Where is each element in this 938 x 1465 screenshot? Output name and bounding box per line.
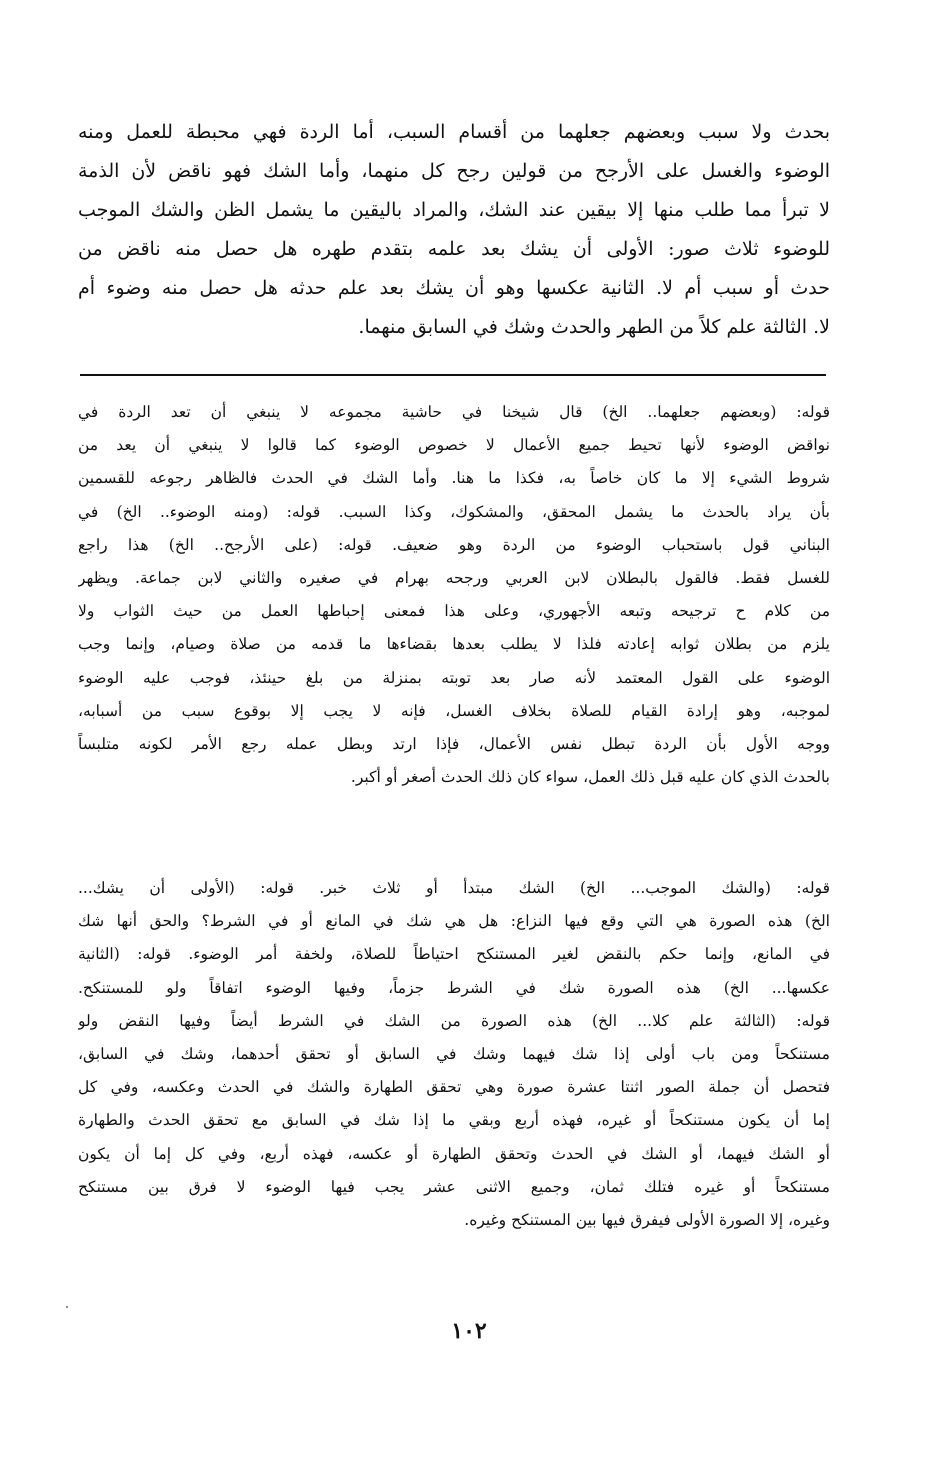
commentary-line: في المانع، وإنما حكم بالنقض لغير المستنكح احتياطاً للصلاة، ولخفة أمر الوضوء. قوله: (الثانية [78, 945, 830, 964]
main-text-line: حدث أو سبب أم لا. الثانية عكسها وهو أن يشك بعد علم حدثه هل حصل منه وضوء أم [78, 277, 830, 299]
commentary-line: البناني قول باستحباب الوضوء من الردة وهو ضعيف. قوله: (على الأرجح.. الخ) هذا راجع [78, 535, 830, 554]
main-text-line: لا. الثالثة علم كلاً من الطهر والحدث وشك في السابق منهما. [358, 316, 830, 338]
page-number: ١٠٢ [451, 1318, 487, 1344]
main-text-line: بحدث ولا سبب وبعضهم جعلهما من أقسام السبب، أما الردة فهي محبطة للعمل ومنه [78, 121, 830, 143]
commentary-line: لموجبه، وهو إرادة القيام للصلاة بخلاف الغسل، فإنه لا يجب إلا بوقوع سبب من أسبابه، [78, 701, 830, 720]
commentary-block-2 [78, 872, 830, 1237]
commentary-line: قوله: (والشك الموجب... الخ) الشك مبتدأ أو ثلاث خبر. قوله: (الأولى أن يشك... [78, 879, 830, 897]
commentary-line: قوله: (وبعضهم جعلهما.. الخ) قال شيخنا في حاشية مجموعه لا ينبغي أن تعد الردة في [78, 403, 830, 421]
commentary-line: من كلام ح ترجيحه وتبعه الأجهوري، وعلى هذا فمعنى إحباطها العمل من حيث الثواب ولا [78, 602, 830, 621]
commentary-line: يلزم من بطلان ثوابه إعادته فلذا لا يطلب بعدها بقضاءها ما قدمه من صلاة وصيام، وإنما وجب [78, 635, 830, 654]
commentary-line: بأن يراد بالحدث ما يشمل المحقق، والمشكوك، وكذا السبب. قوله: (ومنه الوضوء.. الخ) في [78, 502, 830, 521]
commentary-line: الخ) هذه الصورة هي التي وقع فيها النزاع: هل هي شك في المانع أو في الشرط؟ والحق أنها شك [78, 912, 830, 931]
main-text-line: لا تبرأ مما طلب منها إلا بيقين عند الشك، والمراد باليقين ما يشمل الظن والشك الموجب [78, 199, 830, 221]
commentary-line: مستنكحاً ومن باب أولى إذا شك فيهما وشك في السابق أو تحقق أحدهما، وشك في السابق، [78, 1044, 830, 1063]
commentary-line: قوله: (الثالثة علم كلا... الخ) هذه الصورة من الشك في الشرط أيضاً وفيها النقض ولو [78, 1011, 830, 1030]
commentary-line: مستنكحاً أو غيره فتلك ثمان، وجميع الاثنى عشر يجب فيها الوضوء لا فرق بين مستنكح [78, 1177, 830, 1196]
commentary-line: عكسها... الخ) هذه الصورة شك في الشرط جزماً، وفيها الوضوء اتفاقاً ولو للمستنكح. [78, 978, 830, 997]
commentary-line: أو الشك فيهما، أو الشك في الحدث وتحقق الطهارة أو عكسه، فهذه أربع، وفي كل إما أن يكون [78, 1144, 830, 1163]
commentary-block-1 [78, 396, 830, 794]
main-text-line: الوضوء والغسل على الأرجح من قولين رجح كل منهما، وأما الشك فهو ناقض لأن الذمة [78, 160, 830, 182]
main-text-line: للوضوء ثلاث صور: الأولى أن يشك بعد علمه بتقدم طهره هل حصل منه ناقض من [78, 238, 830, 260]
footnote-divider [80, 374, 826, 376]
scan-speck [66, 1306, 68, 1308]
commentary-line: نواقض الوضوء لأنها تحيط جميع الأعمال لا خصوص الوضوء كما قالوا لا ينبغي أن يعد من [78, 436, 830, 455]
commentary-line: ووجه الأول بأن الردة تبطل نفس الأعمال، فإذا ارتد وبطل عمله رجع الأمر لكونه متلبساً [78, 734, 830, 753]
commentary-line: بالحدث الذي كان عليه قبل ذلك العمل، سواء كان ذلك الحدث أصغر أو أكبر. [350, 768, 830, 787]
commentary-line: فتحصل أن جملة الصور اثنتا عشرة صورة وهي تحقق الطهارة والشك في الحدث وعكسه، وفي كل [78, 1078, 830, 1097]
commentary-line: شروط الشيء إلا ما كان خاصاً به، فكذا ما هنا. وأما الشك في الحدث فالظاهر رجوعه للقسمين [78, 469, 830, 488]
commentary-line: وغيره، إلا الصورة الأولى فيفرق فيها بين المستنكح وغيره. [464, 1210, 830, 1229]
commentary-line: الوضوء على القول المعتمد لأنه صار بعد توبته بمنزلة من بلغ حينئذ، فوجب عليه الوضوء [78, 668, 830, 687]
commentary-line: للغسل فقط. فالقول بالبطلان لابن العربي ورجحه بهرام في صغيره والثاني لابن جماعة. ويظهر [78, 568, 830, 587]
commentary-line: إما أن يكون مستنكحاً أو غيره، فهذه أربع وبقي ما إذا شك في السابق مع تحقق الحدث والطهارة [78, 1111, 830, 1130]
main-text [78, 113, 830, 347]
